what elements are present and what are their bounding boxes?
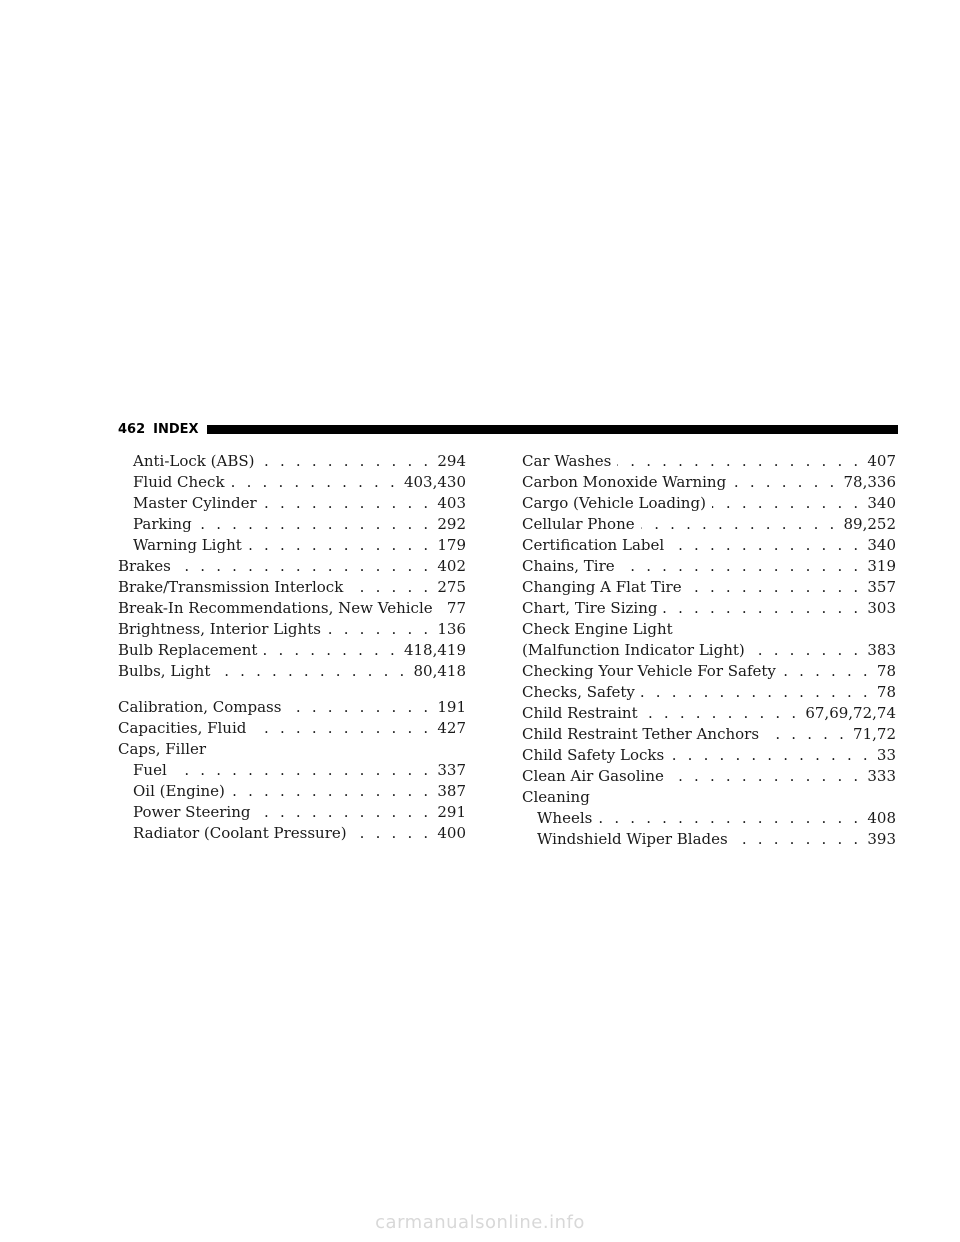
index-entry bbox=[118, 556, 466, 577]
dot-leader bbox=[349, 577, 431, 598]
index-entry-page: 418,419 bbox=[403, 641, 466, 659]
watermark: carmanualsonline.info bbox=[375, 1212, 585, 1233]
index-entry-page: 136 bbox=[437, 620, 466, 638]
dot-leader bbox=[260, 451, 431, 472]
index-entry-page: 333 bbox=[867, 767, 896, 785]
index-entry-page: 387 bbox=[437, 782, 466, 800]
index-entry-page: 403 bbox=[437, 494, 466, 512]
index-entry bbox=[522, 808, 896, 829]
index-entry bbox=[522, 640, 896, 661]
dot-leader bbox=[688, 577, 862, 598]
dot-leader bbox=[617, 451, 861, 472]
index-entry-page: 78 bbox=[876, 662, 896, 680]
index-entry bbox=[118, 577, 466, 598]
index-entry-page: 319 bbox=[867, 557, 896, 575]
index-entry-label: Parking bbox=[133, 515, 192, 533]
index-entry-page: 357 bbox=[867, 578, 896, 596]
index-entry bbox=[522, 493, 896, 514]
index-entry bbox=[522, 724, 896, 745]
dot-leader bbox=[670, 766, 861, 787]
index-entry-page: 291 bbox=[437, 803, 466, 821]
index-entry bbox=[118, 472, 466, 493]
index-entry bbox=[118, 640, 466, 661]
index-entry bbox=[118, 802, 466, 823]
page-header bbox=[118, 418, 898, 440]
dot-leader bbox=[663, 598, 861, 619]
index-entry-page: 303 bbox=[867, 599, 896, 617]
index-entry-label: Warning Light bbox=[133, 536, 242, 554]
dot-leader bbox=[670, 745, 871, 766]
index-entry-page: 294 bbox=[437, 452, 466, 470]
index-entry-page: 402 bbox=[437, 557, 466, 575]
index-entry-page: 71,72 bbox=[853, 725, 896, 743]
index-entry-page: 407 bbox=[867, 452, 896, 470]
index-entry bbox=[118, 697, 466, 718]
index-entry-label: Brakes bbox=[118, 557, 171, 575]
index-entry-label: Check Engine Light bbox=[522, 620, 673, 638]
index-entry-label: Brake/Transmission Interlock bbox=[118, 578, 344, 596]
index-entry-page: 337 bbox=[437, 761, 466, 779]
index-entry-label: Carbon Monoxide Warning bbox=[522, 473, 727, 491]
index-entry bbox=[522, 598, 896, 619]
dot-leader bbox=[641, 682, 871, 703]
dot-leader bbox=[734, 829, 862, 850]
section-title: INDEX bbox=[153, 421, 199, 437]
index-entry bbox=[118, 781, 466, 802]
dot-leader bbox=[263, 640, 398, 661]
index-entry-label: Caps, Filler bbox=[118, 740, 207, 758]
index-entry-label: Car Washes bbox=[522, 452, 612, 470]
index-entry-label: Brightness, Interior Lights bbox=[118, 620, 321, 638]
index-entry-label: Oil (Engine) bbox=[133, 782, 225, 800]
dot-leader bbox=[641, 514, 838, 535]
index-entry-page: 80,418 bbox=[413, 662, 466, 680]
index-entry-label: Certification Label bbox=[522, 536, 665, 554]
index-entry bbox=[118, 493, 466, 514]
dot-leader bbox=[670, 535, 861, 556]
index-entry-page: 89,252 bbox=[843, 515, 896, 533]
index-entry bbox=[118, 760, 466, 781]
index-entry-label: Checks, Safety bbox=[522, 683, 635, 701]
index-entry bbox=[118, 718, 466, 739]
index-entry-page: 400 bbox=[437, 824, 466, 842]
index-entry-label: Fuel bbox=[133, 761, 167, 779]
dot-leader bbox=[327, 619, 431, 640]
dot-leader bbox=[353, 823, 432, 844]
index-entry bbox=[522, 661, 896, 682]
index-entry-page: 340 bbox=[867, 494, 896, 512]
index-entry-label: Break-In Recommendations, New Vehicle bbox=[118, 599, 433, 617]
index-entry-page: 275 bbox=[437, 578, 466, 596]
index-entry bbox=[522, 514, 896, 535]
dot-leader bbox=[252, 718, 431, 739]
dot-leader bbox=[287, 697, 431, 718]
index-entry bbox=[522, 556, 896, 577]
index-entry bbox=[522, 703, 896, 724]
index-entry-label: Anti-Lock (ABS) bbox=[133, 452, 255, 470]
index-entry-page: 427 bbox=[437, 719, 466, 737]
index-entry-page: 78,336 bbox=[843, 473, 896, 491]
page-number: 462 bbox=[118, 421, 146, 437]
index-entry bbox=[522, 745, 896, 766]
index-entry bbox=[118, 514, 466, 535]
index-entry-label: Cellular Phone bbox=[522, 515, 635, 533]
index-entry bbox=[118, 661, 466, 682]
dot-leader bbox=[231, 781, 431, 802]
index-entry-label: Power Steering bbox=[133, 803, 251, 821]
index-entry-label: Windshield Wiper Blades bbox=[537, 830, 728, 848]
index-entry bbox=[118, 739, 466, 760]
index-entry bbox=[522, 472, 896, 493]
index-entry-label: Bulb Replacement bbox=[118, 641, 258, 659]
index-entry bbox=[118, 451, 466, 472]
dot-leader bbox=[765, 724, 847, 745]
index-entry bbox=[522, 682, 896, 703]
index-gap bbox=[118, 682, 466, 697]
dot-leader bbox=[231, 472, 398, 493]
index-entry-page: 179 bbox=[437, 536, 466, 554]
index-entry-label: Wheels bbox=[537, 809, 593, 827]
index-entry bbox=[522, 766, 896, 787]
index-entry bbox=[522, 577, 896, 598]
index-entry-page: 403,430 bbox=[403, 473, 466, 491]
index-entry-page: 33 bbox=[876, 746, 896, 764]
index-entry bbox=[118, 619, 466, 640]
index-entry-page: 191 bbox=[437, 698, 466, 716]
index-entry-label: Radiator (Coolant Pressure) bbox=[133, 824, 347, 842]
dot-leader bbox=[782, 661, 871, 682]
index-entry bbox=[522, 619, 896, 640]
dot-leader bbox=[712, 493, 861, 514]
index-entry-label: Chains, Tire bbox=[522, 557, 615, 575]
index-column-left bbox=[118, 451, 466, 844]
index-entry-label: Capacities, Fluid bbox=[118, 719, 247, 737]
index-entry-label: Master Cylinder bbox=[133, 494, 257, 512]
index-entry bbox=[522, 787, 896, 808]
header-rule bbox=[207, 425, 898, 434]
dot-leader bbox=[439, 598, 441, 619]
index-entry-page: 78 bbox=[876, 683, 896, 701]
dot-leader bbox=[256, 802, 431, 823]
index-entry-label: Child Restraint Tether Anchors bbox=[522, 725, 760, 743]
index-entry-label: Cleaning bbox=[522, 788, 590, 806]
dot-leader bbox=[263, 493, 432, 514]
index-column-right bbox=[522, 451, 896, 850]
index-entry-label: Child Restraint bbox=[522, 704, 638, 722]
dot-leader bbox=[177, 556, 432, 577]
index-entry-page: 77 bbox=[446, 599, 466, 617]
dot-leader bbox=[198, 514, 432, 535]
index-entry bbox=[118, 535, 466, 556]
index-entry-label: Calibration, Compass bbox=[118, 698, 282, 716]
index-entry bbox=[118, 598, 466, 619]
index-entry-page: 340 bbox=[867, 536, 896, 554]
index-entry-page: 393 bbox=[867, 830, 896, 848]
index-entry-label: Changing A Flat Tire bbox=[522, 578, 682, 596]
index-entry-label: Child Safety Locks bbox=[522, 746, 665, 764]
dot-leader bbox=[216, 661, 407, 682]
index-entry bbox=[118, 823, 466, 844]
dot-leader bbox=[732, 472, 837, 493]
index-entry-label: Bulbs, Light bbox=[118, 662, 211, 680]
dot-leader bbox=[598, 808, 861, 829]
index-entry bbox=[522, 451, 896, 472]
index-entry-page: 292 bbox=[437, 515, 466, 533]
index-entry bbox=[522, 535, 896, 556]
index-entry-label: Fluid Check bbox=[133, 473, 225, 491]
index-entry-label: Checking Your Vehicle For Safety bbox=[522, 662, 776, 680]
dot-leader bbox=[751, 640, 862, 661]
index-entry-label: Chart, Tire Sizing bbox=[522, 599, 658, 617]
index-entry-label: Cargo (Vehicle Loading) bbox=[522, 494, 706, 512]
dot-leader bbox=[248, 535, 432, 556]
index-entry-label: Clean Air Gasoline bbox=[522, 767, 664, 785]
index-entry-label: (Malfunction Indicator Light) bbox=[522, 641, 745, 659]
dot-leader bbox=[621, 556, 862, 577]
index-entry bbox=[522, 829, 896, 850]
index-entry-page: 67,69,72,74 bbox=[805, 704, 896, 722]
index-entry-page: 383 bbox=[867, 641, 896, 659]
index-entry-page: 408 bbox=[867, 809, 896, 827]
dot-leader bbox=[644, 703, 800, 724]
dot-leader bbox=[173, 760, 432, 781]
